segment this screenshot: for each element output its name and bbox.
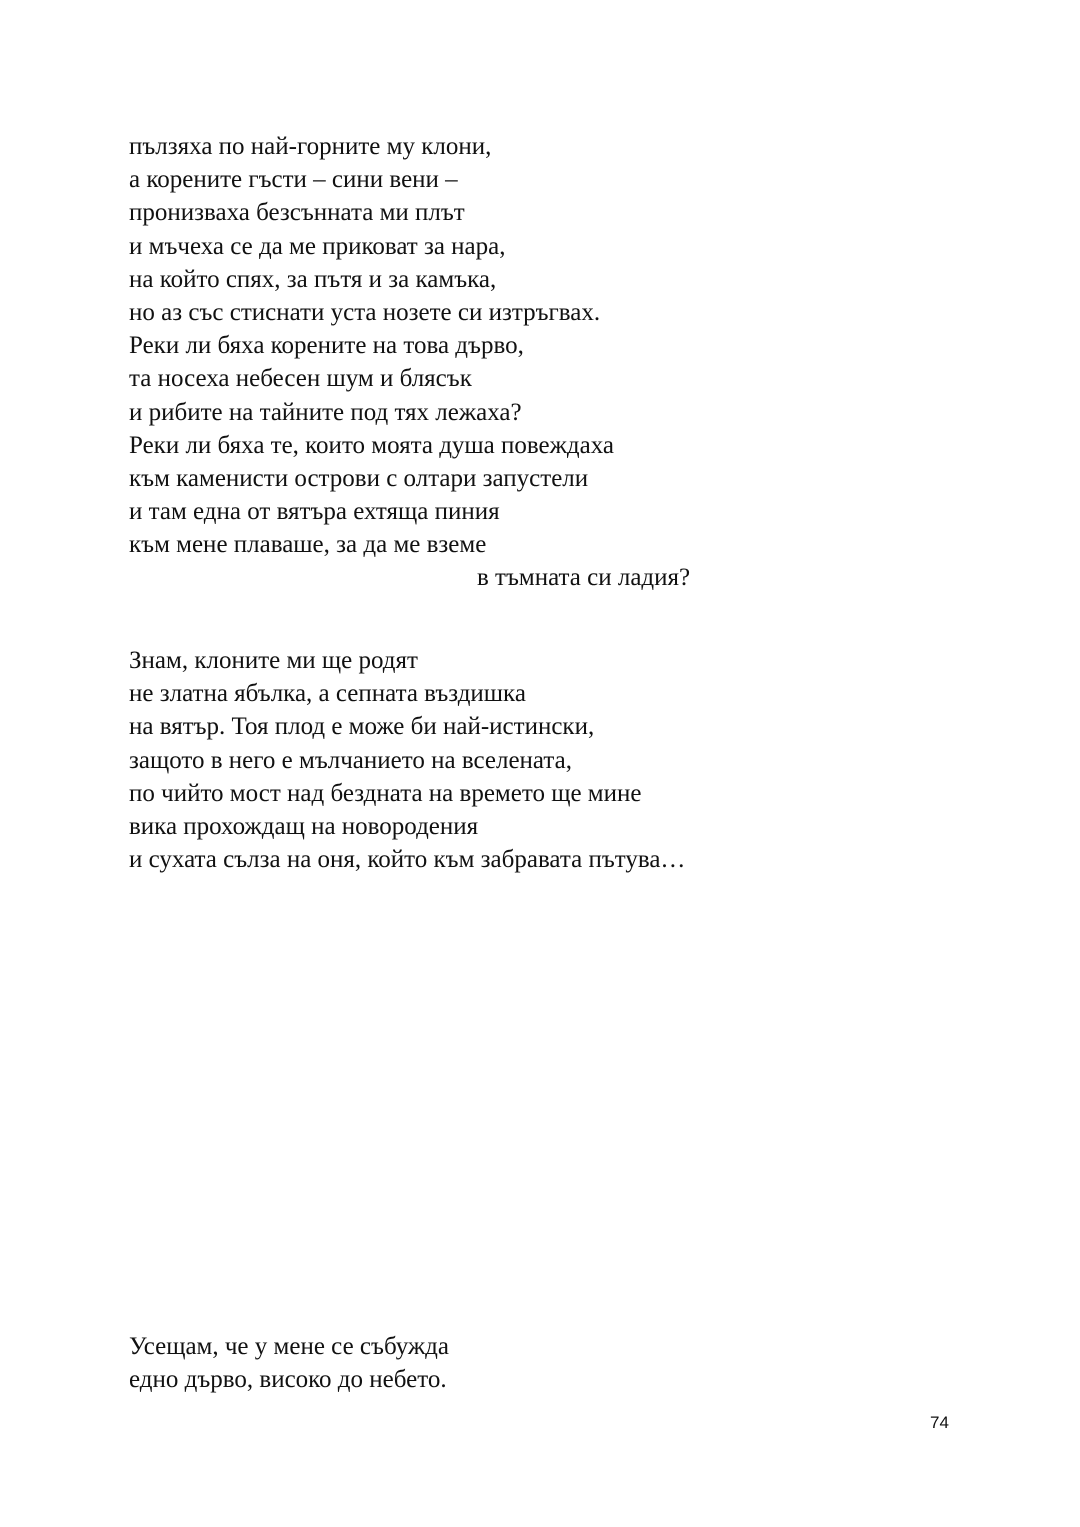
poem-line: а корените гъсти – сини вени –: [129, 166, 458, 194]
poem-line: по чийто мост над бездната на времето ще мине: [129, 779, 642, 807]
poem-line: на вятър. Тоя плод е може би най-истински,: [129, 713, 595, 741]
poem-line: към каменисти острови с олтари запустели: [129, 464, 589, 492]
poem-line: не златна ябълка, а сепната въздишка: [129, 680, 526, 708]
poem-line: и там една от вятъра ехтяща пиния: [129, 498, 500, 526]
poem-line: и сухата сълза на оня, който към забравата пътува…: [129, 846, 686, 874]
poem-line-indented: в тъмната си ладия?: [477, 564, 691, 592]
poem-line: Реки ли бяха корените на това дърво,: [129, 332, 524, 360]
poem-line: пълзяха по най-горните му клони,: [129, 133, 492, 160]
stanza-3: [129, 1330, 449, 1396]
poem-line: и рибите на тайните под тях лежаха?: [129, 398, 522, 426]
page-number: 74: [930, 1413, 949, 1432]
stanza-2: [129, 644, 685, 876]
poem-line: но аз със стиснати уста нозете си изтръгвах.: [129, 298, 601, 326]
poem-line: та носеха небесен шум и блясък: [129, 365, 472, 393]
poem-line: на който спях, за пътя и за камъка,: [129, 265, 497, 293]
poem-line: и мъчеха се да ме приковат за нара,: [129, 232, 506, 260]
poem-line: Усещам, че у мене се събужда: [129, 1333, 449, 1360]
poem-line: едно дърво, високо до небето.: [129, 1366, 447, 1394]
poem-line: пронизваха безсънната ми плът: [129, 199, 465, 227]
poem-line: към мене плаваше, за да ме вземе: [129, 531, 487, 559]
poem-line: Реки ли бяха те, които моята душа повеждаха: [129, 431, 615, 459]
poem-line: защото в него е мълчанието на вселената,: [129, 746, 572, 774]
stanza-1: [129, 130, 690, 595]
poem-line: Знам, клоните ми ще родят: [129, 647, 418, 674]
poem-line: вика прохождащ на новородения: [129, 812, 479, 840]
